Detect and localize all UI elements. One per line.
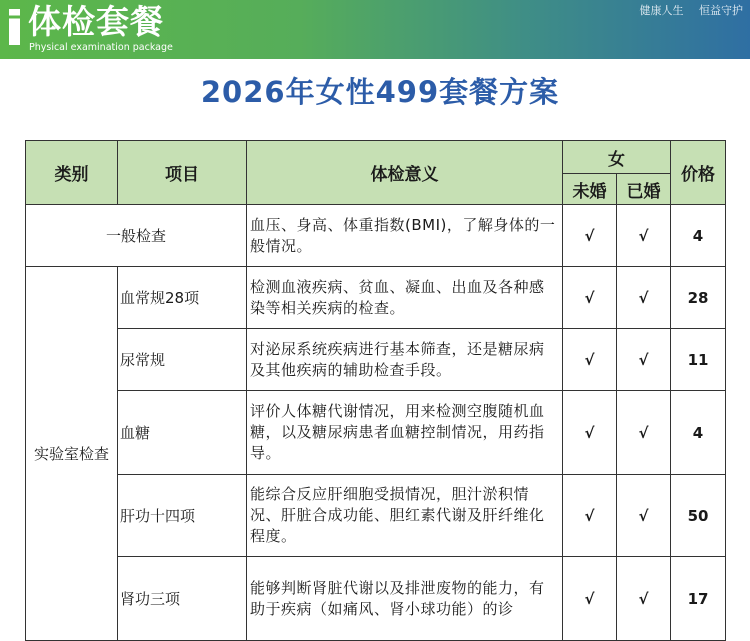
slogan-text-1: 健康人生: [639, 4, 684, 17]
table-row: [26, 475, 726, 557]
table-row: [26, 329, 726, 391]
row-category: 一般检查: [26, 205, 247, 267]
row-meaning: 能够判断肾脏代谢以及排泄废物的能力，有助于疾病（如痛风、肾小球功能）的诊: [247, 557, 563, 641]
banner-slogan: [628, 4, 744, 18]
row-price: 11: [671, 329, 726, 391]
row-married-check: √: [617, 391, 671, 475]
row-item: 血糖: [118, 391, 247, 475]
table-row: [26, 557, 726, 641]
row-meaning: 能综合反应肝细胞受损情况，胆汁淤积情况、肝脏合成功能、胆红素代谢及肝纤维化程度。: [247, 475, 563, 557]
row-unmarried-check: √: [563, 475, 617, 557]
row-price: 17: [671, 557, 726, 641]
banner-accent-bar: [9, 9, 20, 45]
slogan-text-2: 恒益守护: [699, 4, 743, 17]
header-meaning: 体检意义: [247, 141, 563, 205]
table-row: [26, 205, 726, 267]
row-price: 4: [671, 205, 726, 267]
header-female: 女: [563, 141, 671, 174]
row-category: 实验室检查: [26, 267, 118, 641]
package-table: [25, 140, 726, 641]
row-item: 尿常规: [118, 329, 247, 391]
row-unmarried-check: √: [563, 391, 617, 475]
row-meaning: 检测血液疾病、贫血、凝血、出血及各种感染等相关疾病的检查。: [247, 267, 563, 329]
header-banner: [0, 0, 750, 59]
header-category: 类别: [26, 141, 118, 205]
row-meaning: 血压、身高、体重指数(BMI)，了解身体的一般情况。: [247, 205, 563, 267]
row-price: 50: [671, 475, 726, 557]
row-married-check: √: [617, 475, 671, 557]
row-item: 肝功十四项: [118, 475, 247, 557]
row-married-check: √: [617, 329, 671, 391]
row-meaning: 对泌尿系统疾病进行基本筛查，还是糖尿病及其他疾病的辅助检查手段。: [247, 329, 563, 391]
row-unmarried-check: √: [563, 329, 617, 391]
banner-title: 体检套餐: [28, 2, 164, 41]
row-price: 28: [671, 267, 726, 329]
header-married: 已婚: [617, 174, 671, 205]
row-price: 4: [671, 391, 726, 475]
row-item: 肾功三项: [118, 557, 247, 641]
row-married-check: √: [617, 205, 671, 267]
table-row: [26, 267, 726, 329]
table-row: [26, 391, 726, 475]
row-item: 血常规28项: [118, 267, 247, 329]
header-unmarried: 未婚: [563, 174, 617, 205]
row-unmarried-check: √: [563, 267, 617, 329]
row-meaning: 评价人体糖代谢情况，用来检测空腹随机血糖，以及糖尿病患者血糖控制情况，用药指导。: [247, 391, 563, 475]
header-price: 价格: [671, 141, 726, 205]
page-title: 2026年女性499套餐方案: [200, 75, 560, 109]
banner-subtitle: Physical examination package: [29, 42, 173, 53]
row-unmarried-check: √: [563, 557, 617, 641]
row-unmarried-check: √: [563, 205, 617, 267]
header-item: 项目: [118, 141, 247, 205]
row-married-check: √: [617, 267, 671, 329]
row-married-check: √: [617, 557, 671, 641]
